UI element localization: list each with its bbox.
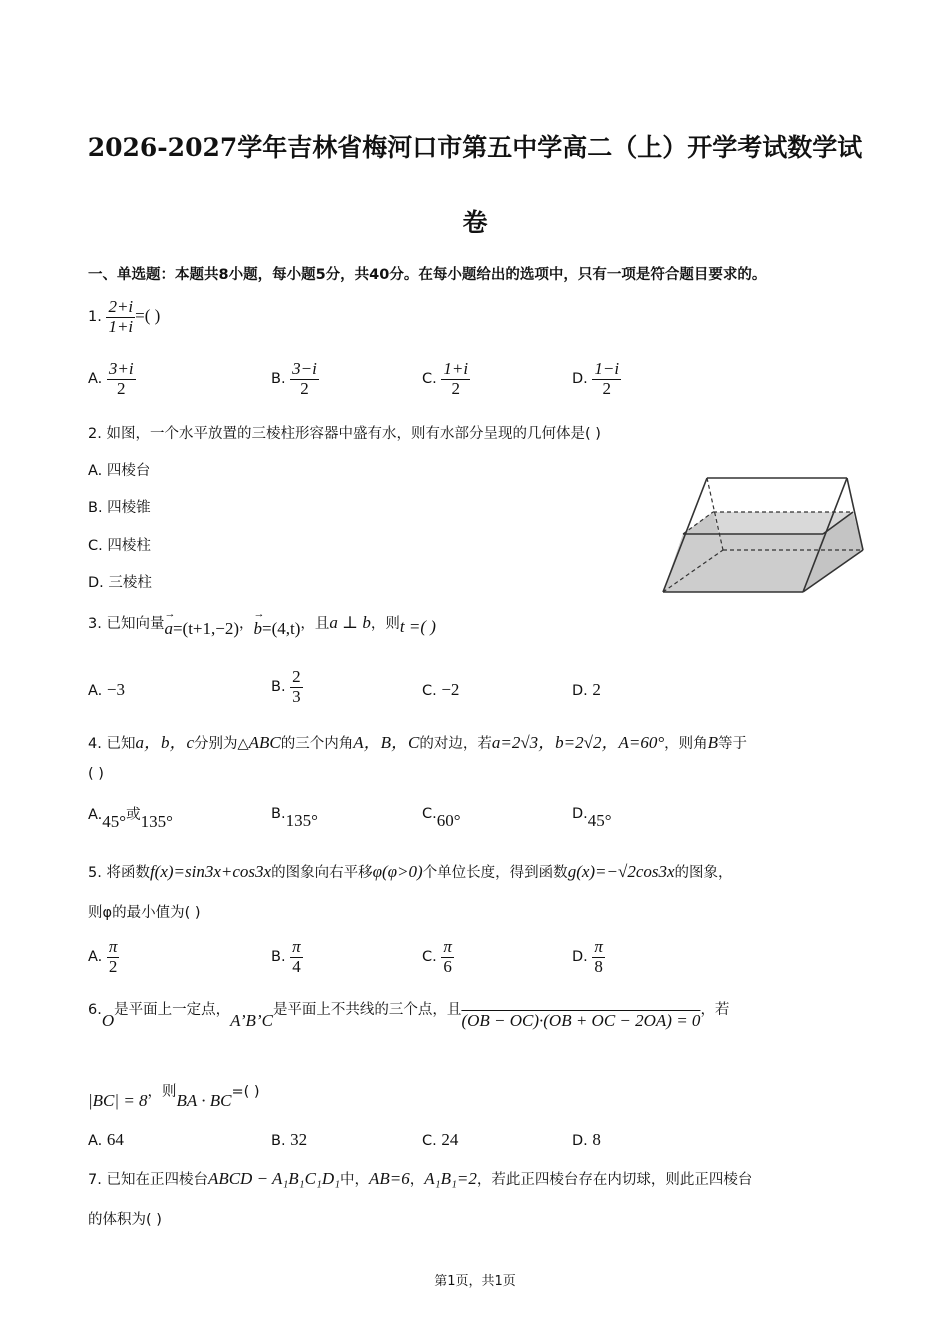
- document-title-line1: 2026-2027学年吉林省梅河口市第五中学高二（上）开学考试数学试: [87, 133, 863, 162]
- perp-expression: a ⊥ b: [329, 613, 371, 632]
- section-header: 一、单选题：本题共8小题，每小题5分，共40分。在每小题给出的选项中，只有一项是符合题目要求的。: [88, 267, 767, 283]
- question-3: 3. 已知向量→ a=(t+1,−2)，→ b=(4,t)，且a ⊥ b，则t =( ): [88, 612, 436, 633]
- q2-option-d[interactable]: D. 三棱柱: [88, 575, 152, 591]
- q6-option-b[interactable]: B. 32: [271, 1130, 308, 1149]
- q3-option-a[interactable]: A. −3: [88, 680, 125, 699]
- q6-line2: |BC| = 8，则BA · BC=( ): [88, 1084, 260, 1110]
- q6-option-d[interactable]: D. 8: [572, 1130, 601, 1149]
- q3-option-d[interactable]: D. 2: [572, 680, 601, 699]
- q5-option-b[interactable]: B. $\frac{\pi}{4}$: [271, 937, 301, 976]
- q3-option-c[interactable]: C. −2: [422, 680, 460, 699]
- q1-option-a[interactable]: A. $\frac{3+i}{2}$: [88, 359, 134, 398]
- q5-option-a[interactable]: A. $\frac{\pi}{2}$: [88, 937, 118, 976]
- q5-line2: 则φ的最小值为( ): [88, 905, 201, 921]
- vector-expression: (OB − OC)·(OB + OC − 2OA) = 0: [461, 1011, 701, 1030]
- q4-option-d[interactable]: D.45°: [572, 806, 612, 830]
- prism-figure: [655, 470, 870, 600]
- q1-option-b[interactable]: B. $\frac{3-i}{2}$: [271, 359, 317, 398]
- q4-line2: ( ): [88, 766, 104, 782]
- q2-option-a[interactable]: A. 四棱台: [88, 463, 151, 479]
- q1-option-c[interactable]: C. $\frac{1+i}{2}$: [422, 359, 469, 398]
- question-7: 7. 已知在正四棱台ABCD − A₁B₁C₁D₁中，AB=6，A₁B₁=2，若此正四棱台存在内切球，则此正四棱台: [88, 1169, 753, 1188]
- vector-b: → b: [254, 619, 263, 639]
- document-title-line2: 卷: [462, 208, 488, 237]
- q1-number: 1.: [88, 309, 102, 326]
- vector-a: → a: [164, 619, 173, 639]
- q4-option-b[interactable]: B.135°: [271, 806, 318, 830]
- question-2: 2. 如图，一个水平放置的三棱柱形容器中盛有水，则有水部分呈现的几何体是( ): [88, 426, 601, 442]
- water-front-face: [663, 534, 823, 592]
- page-footer: 第1页，共1页: [434, 1274, 516, 1289]
- q7-line2: 的体积为( ): [88, 1212, 162, 1228]
- q6-option-a[interactable]: A. 64: [88, 1130, 124, 1149]
- q2-option-b[interactable]: B. 四棱锥: [88, 500, 151, 516]
- q3-option-b[interactable]: B. $\frac{2}{3}$: [271, 667, 301, 706]
- question-1: 1. $\frac{2+i}{1+i}$ =( ): [88, 297, 161, 336]
- q5-option-d[interactable]: D. $\frac{\pi}{8}$: [572, 937, 603, 976]
- question-4: 4. 已知a，b，c分别为△ABC的三个内角A，B，C的对边，若a=2√3，b=2√2，A=60°，则角B等于: [88, 733, 748, 752]
- q5-option-c[interactable]: C. $\frac{\pi}{6}$: [422, 937, 452, 976]
- q4-option-c[interactable]: C.60°: [422, 806, 461, 830]
- q1-fraction: $\frac{2+i}{1+i}$: [108, 297, 134, 336]
- q6-option-c[interactable]: C. 24: [422, 1130, 459, 1149]
- q4-option-a[interactable]: A.45°或135°: [88, 807, 173, 831]
- q2-option-c[interactable]: C. 四棱柱: [88, 538, 151, 554]
- question-5: 5. 将函数f(x)=sin3x+cos3x的图象向右平移φ(φ>0)个单位长度，得到函数g(x)=−√2cos3x的图象，: [88, 862, 733, 881]
- question-6: 6.O是平面上一定点，A’B’C是平面上不共线的三个点，且(OB − OC)·(OB + OC − 2OA) = 0，若: [88, 1002, 730, 1030]
- q1-option-d[interactable]: D. $\frac{1-i}{2}$: [572, 359, 620, 398]
